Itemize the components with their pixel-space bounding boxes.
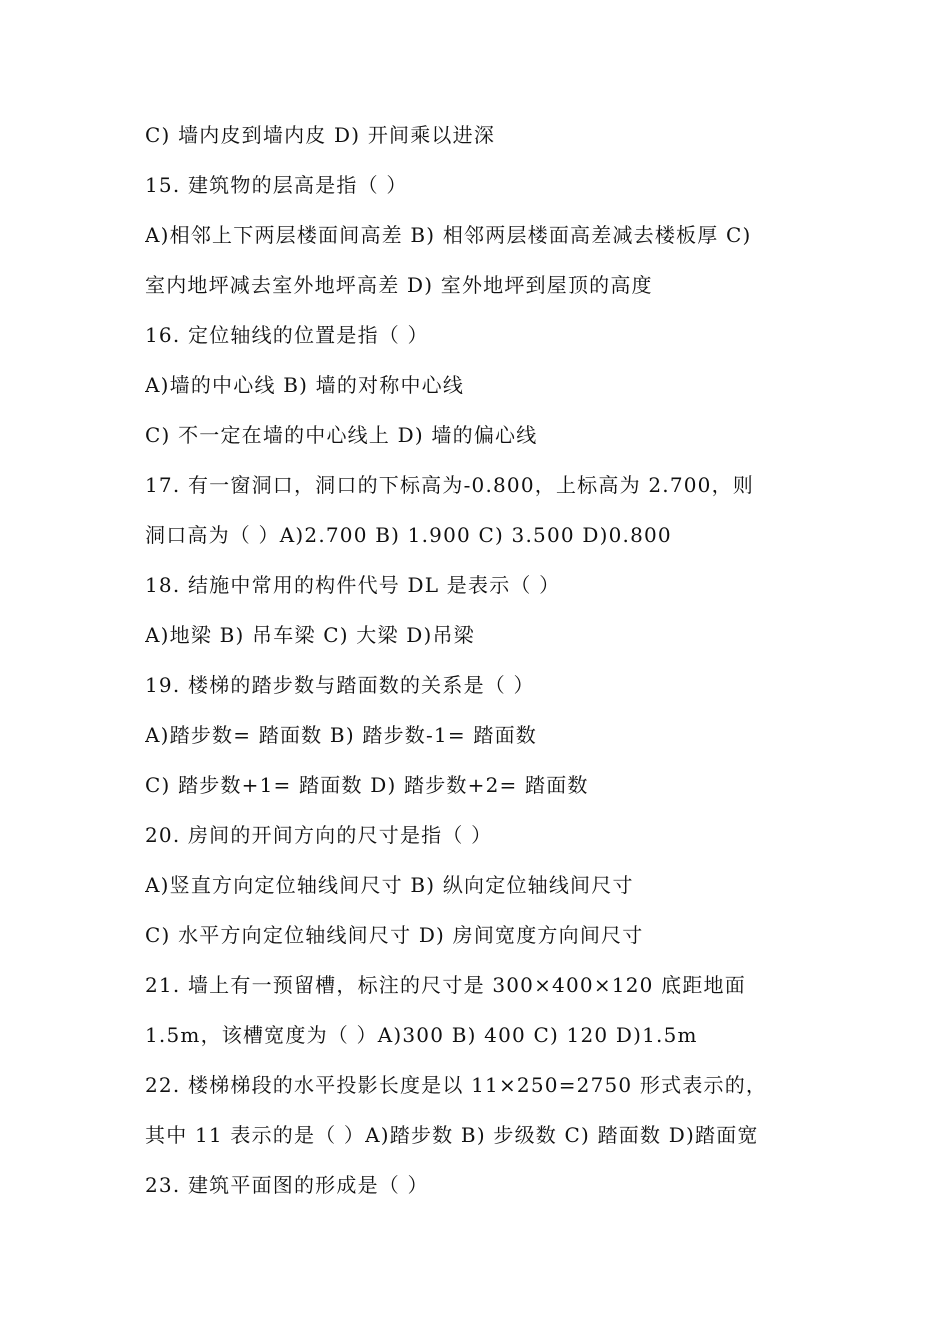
text-line: 20. 房间的开间方向的尺寸是指（ ） (145, 823, 493, 847)
text-line: C) 不一定在墙的中心线上 D) 墙的偏心线 (145, 423, 538, 447)
text-line: 23. 建筑平面图的形成是（ ） (145, 1173, 429, 1197)
question-text-block (145, 110, 845, 1210)
text-line: A)竖直方向定位轴线间尺寸 B) 纵向定位轴线间尺寸 (145, 873, 634, 897)
text-line: C) 墙内皮到墙内皮 D) 开间乘以进深 (145, 123, 496, 147)
text-line: 1.5m，该槽宽度为（ ）A)300 B) 400 C) 120 D)1.5m (145, 1023, 698, 1047)
text-line: C) 水平方向定位轴线间尺寸 D) 房间宽度方向间尺寸 (145, 923, 644, 947)
text-line: 22. 楼梯梯段的水平投影长度是以 11×250=2750 形式表示的， (145, 1073, 768, 1097)
text-line: 洞口高为（ ）A)2.700 B) 1.900 C) 3.500 D)0.800 (145, 523, 672, 547)
text-line: C) 踏步数+1= 踏面数 D) 踏步数+2= 踏面数 (145, 773, 589, 797)
text-line: 15. 建筑物的层高是指（ ） (145, 173, 408, 197)
text-line: 室内地坪减去室外地坪高差 D) 室外地坪到屋顶的高度 (145, 273, 653, 297)
text-line: A)踏步数= 踏面数 B) 踏步数-1= 踏面数 (145, 723, 537, 747)
text-line: 18. 结施中常用的构件代号 DL 是表示（ ） (145, 573, 561, 597)
text-line: 其中 11 表示的是（ ）A)踏步数 B) 步级数 C) 踏面数 D)踏面宽 (145, 1123, 759, 1147)
text-line: 17. 有一窗洞口，洞口的下标高为-0.800，上标高为 2.700，则 (145, 473, 754, 497)
text-line: 16. 定位轴线的位置是指（ ） (145, 323, 429, 347)
text-line: 21. 墙上有一预留槽，标注的尺寸是 300×400×120 底距地面 (145, 973, 746, 997)
text-line: 19. 楼梯的踏步数与踏面数的关系是（ ） (145, 673, 535, 697)
text-line: A)地梁 B) 吊车梁 C) 大梁 D)吊梁 (145, 623, 475, 647)
text-line: A)相邻上下两层楼面间高差 B) 相邻两层楼面高差减去楼板厚 C) (145, 223, 752, 247)
text-line: A)墙的中心线 B) 墙的对称中心线 (145, 373, 465, 397)
